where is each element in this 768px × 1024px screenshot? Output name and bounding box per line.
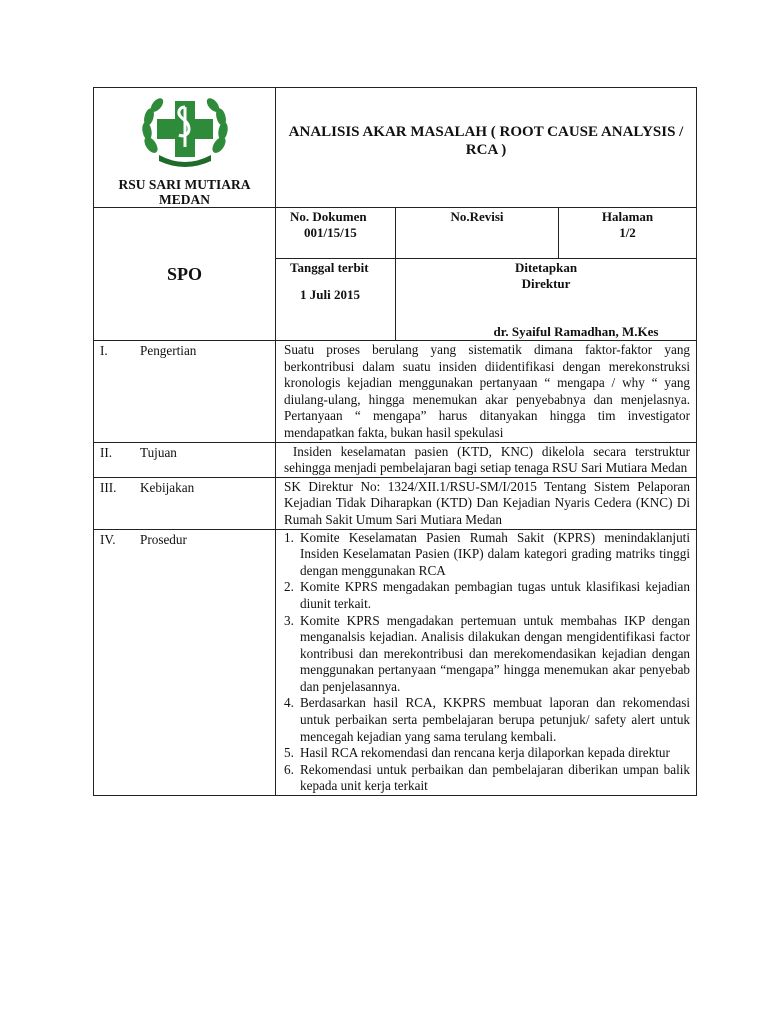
document-title: ANALISIS AKAR MASALAH ( ROOT CAUSE ANALYSIS / RCA )	[288, 124, 684, 158]
halaman-value: 1/2	[619, 225, 636, 240]
title-cell	[276, 88, 697, 208]
section-number: IV.	[100, 531, 116, 547]
section-label-tujuan	[94, 442, 276, 477]
section-number: III.	[100, 479, 117, 495]
doc-type: SPO	[166, 263, 202, 284]
section-body-prosedur	[276, 529, 697, 796]
no-revisi-label: No.Revisi	[450, 209, 504, 224]
section-body-pengertian	[276, 341, 697, 443]
no-revisi-cell	[396, 208, 559, 259]
no-dokumen-value: 001/15/15	[304, 225, 357, 240]
section-label-kebijakan	[94, 477, 276, 529]
list-item	[284, 530, 690, 580]
section-number: II.	[100, 444, 113, 460]
ditetapkan-label: Ditetapkan	[514, 260, 578, 275]
ditetapkan-role: Direktur	[521, 276, 571, 291]
spo-table	[93, 87, 697, 796]
list-item-number: 4.	[284, 695, 294, 711]
section-title: Tujuan	[140, 444, 177, 460]
list-item-text: Komite Keselamatan Pasien Rumah Sakit (KPRS) menindaklanjuti Insiden Keselamatan Pasien (IKP) dalam kategori grading matriks tinggi dengan menggunakan RCA	[300, 529, 691, 578]
list-item-text: Hasil RCA rekomendasi dan rencana kerja dilaporkan kepada direktur	[300, 745, 670, 761]
prosedur-list	[276, 530, 696, 796]
section-number: I.	[100, 343, 108, 358]
section-body-tujuan	[276, 442, 697, 477]
tanggal-label: Tanggal terbit	[290, 260, 369, 275]
section-text: Insiden keselamatan pasien (KTD, KNC) dikelola secara terstruktur sehingga menjadi pembelajaran bagi setiap tenaga RSU Sari Mutiara Medan	[284, 443, 694, 476]
halaman-cell	[559, 208, 697, 259]
list-item	[284, 762, 690, 795]
section-title: Pengertian	[140, 343, 197, 358]
section-title: Prosedur	[140, 531, 187, 547]
halaman-label: Halaman	[601, 209, 654, 224]
no-dokumen-cell	[276, 208, 396, 259]
list-item-number: 3.	[284, 612, 294, 628]
list-item	[284, 745, 690, 762]
list-item	[284, 579, 690, 612]
section-text: SK Direktur No: 1324/XII.1/RSU-SM/I/2015 Tentang Sistem Pelaporan Kejadian Tidak Diharapkan (KTD) Dan Kejadian Nyaris Cedera (KNC) Di Rumah Sakit Umum Sari Mutiara Medan	[284, 478, 691, 527]
list-item-number: 5.	[284, 745, 294, 761]
no-dokumen-label: No. Dokumen	[290, 209, 367, 224]
tanggal-cell	[276, 259, 396, 341]
list-item-text: Komite KPRS mengadakan pembagian tugas untuk klasifikasi kejadian diunit terkait.	[300, 579, 691, 611]
list-item-number: 1.	[284, 529, 294, 545]
section-text: Suatu proses berulang yang sistematik dimana faktor-faktor yang berkontribusi dalam suatu insiden diidentifikasi dengan merekonstruksi kronologis kejadian menggunakan pertanyaan “ mengapa / why “ yang diulang-ulang, hingga menemukan akar penyebabnya dan menjelasnya. Pertanyaan “ mengapa” harus ditanyakan hingga tim investigator mendapatkan fakta, bukan hasil spekulasi	[284, 342, 691, 440]
section-label-pengertian	[94, 341, 276, 443]
hospital-name: RSU SARI MUTIARA MEDAN	[118, 177, 251, 207]
section-body-kebijakan	[276, 477, 697, 529]
hospital-cross-logo-icon	[137, 93, 233, 169]
list-item-number: 2.	[284, 579, 294, 595]
list-item-number: 6.	[284, 761, 294, 777]
signatory-name: dr. Syaiful Ramadhan, M.Kes	[493, 324, 659, 339]
list-item	[284, 695, 690, 745]
list-item	[284, 613, 690, 696]
list-item-text: Rekomendasi untuk perbaikan dan pembelajaran diberikan umpan balik kepada unit kerja terkait	[300, 761, 691, 794]
spo-document	[93, 87, 696, 796]
doc-type-cell	[94, 208, 276, 341]
list-item-text: Komite KPRS mengadakan pertemuan untuk membahas IKP dengan menganalsis kejadian. Analisis dilakukan dengan mengidentifikasi factor kontribusi dan merekontribusi dan merekomendasikan kejadian dengan menggunakan pertanyaan “mengapa” hingga menemukan akar penyebab dan penjelasannya.	[300, 612, 691, 694]
tanggal-value: 1 Juli 2015	[300, 287, 360, 302]
list-item-text: Berdasarkan hasil RCA, KKPRS membuat laporan dan rekomendasi untuk perbaikan serta pembelajaran berupa petunjuk/ safety alert untuk mencegah kejadian yang sama terulang kembali.	[300, 695, 691, 744]
section-title: Kebijakan	[140, 479, 195, 495]
ditetapkan-cell	[396, 259, 697, 341]
logo-cell	[94, 88, 276, 208]
section-label-prosedur	[94, 529, 276, 796]
